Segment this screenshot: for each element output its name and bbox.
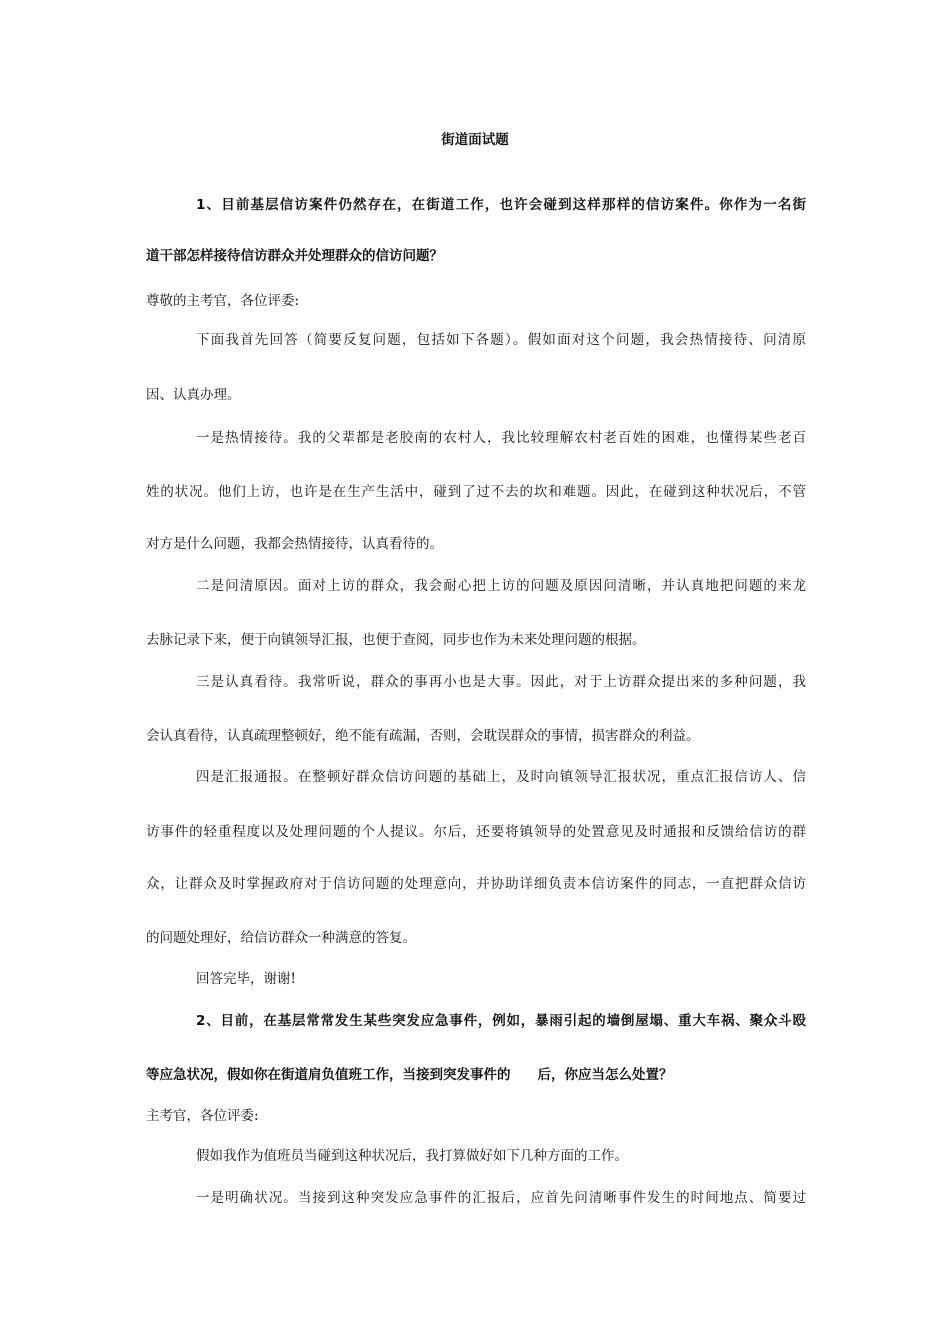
answer-1-intro-line-2: 因、认真办理。 — [146, 387, 241, 403]
answer-2-point-1-line-1: 一是明确状况。当接到这种突发应急事件的汇报后，应首先问清晰事件发生的时间地点、简要过 — [196, 1190, 806, 1206]
point-2-line-2: 去脉记录下来，便于向镇领导汇报，也便于查阅，同步也作为未来处理问题的根据。 — [146, 632, 646, 648]
question-1-line-2: 道干部怎样接待信访群众并处理群众的信访问题？ — [146, 248, 443, 264]
question-2-line-2: 等应急状况，假如你在街道肩负值班工作，当接到突发事件的 后，你应当怎么处置？ — [146, 1067, 673, 1083]
answer-1-intro-line-1: 下面我首先回答（简要反复问题，包括如下各题）。假如面对这个问题，我会热情接待、问清原 — [196, 332, 806, 348]
document-title: 街道面试题 — [441, 132, 509, 148]
point-2-line-1: 二是问清原因。面对上访的群众，我会耐心把上访的问题及原因问清晰，并认真地把问题的来龙 — [196, 578, 806, 594]
point-1-line-2: 姓的状况。他们上访，也许是在生产生活中，碰到了过不去的坎和难题。因此，在碰到这种状况后，不管 — [146, 484, 806, 500]
point-1-line-3: 对方是什么问题，我都会热情接待，认真看待的。 — [146, 536, 443, 552]
question-2-line-1: 2、目前，在基层常常发生某些突发应急事件，例如，暴雨引起的墙倒屋塌、重大车祸、聚众斗殴 — [196, 1013, 806, 1029]
point-4-line-2: 访事件的轻重程度以及处理问题的个人提议。尔后，还要将镇领导的处置意见及时通报和反馈给信访的群 — [146, 824, 806, 840]
point-1-line-1: 一是热情接待。我的父辈都是老胶南的农村人，我比较理解农村老百姓的困难，也懂得某些老百 — [196, 430, 806, 446]
point-3-line-1: 三是认真看待。我常听说，群众的事再小也是大事。因此，对于上访群众提出来的多种问题，我 — [196, 674, 806, 690]
point-4-line-1: 四是汇报通报。在整顿好群众信访问题的基础上，及时向镇领导汇报状况，重点汇报信访人、信 — [196, 769, 806, 785]
answer-2-intro: 假如我作为值班员当碰到这种状况后，我打算做好如下几种方面的工作。 — [196, 1148, 628, 1164]
question-1-line-1: 1、目前基层信访案件仍然存在，在街道工作，也许会碰到这样那样的信访案件。你作为一名街 — [196, 197, 806, 213]
point-3-line-2: 会认真看待，认真疏理整顿好，绝不能有疏漏，否则，会耽误群众的事情，损害群众的利益。 — [146, 728, 700, 744]
point-4-line-3: 众，让群众及时掌握政府对于信访问题的处理意向，并协助详细负责本信访案件的同志，一直把群众信访 — [146, 876, 806, 892]
salutation-1: 尊敬的主考官，各位评委: — [146, 293, 300, 309]
salutation-2: 主考官，各位评委: — [146, 1108, 259, 1124]
point-4-line-4: 的问题处理好，给信访群众一种满意的答复。 — [146, 930, 416, 946]
closing-1: 回答完毕，谢谢! — [196, 971, 296, 987]
